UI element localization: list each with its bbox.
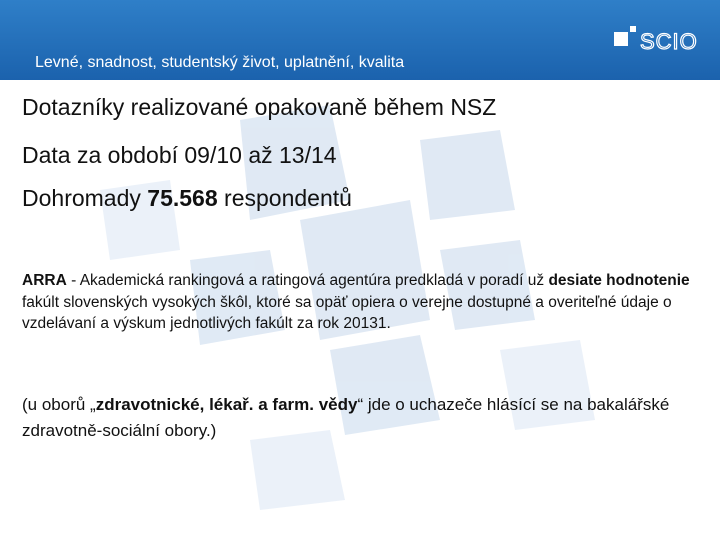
note-prefix: (u oborů „ [22, 395, 96, 414]
note-paragraph [22, 392, 720, 444]
respondents-suffix: respondentů [217, 185, 352, 211]
arra-text-1: - Akademická rankingová a ratingová agentúra predkladá v poradí už [66, 272, 549, 289]
survey-heading: Dotazníky realizované opakovaně během NSZ [22, 94, 497, 120]
arra-bold: desiate hodnotenie [548, 272, 690, 289]
respondents-number: 75.568 [147, 185, 218, 211]
data-period: Data za období 09/10 až 13/14 [22, 142, 337, 168]
note-suffix: “ jde o uchazeče hlásící se na bakalářské zdravotně-sociální obory.) [22, 395, 670, 440]
header-bar [0, 0, 720, 80]
respondents-total [22, 185, 352, 212]
respondents-prefix: Dohromady [22, 185, 148, 211]
arra-paragraph [22, 270, 712, 335]
logo-text: SCIO [640, 29, 698, 54]
note-bold: zdravotnické, lékař. a farm. vědy [95, 395, 358, 414]
scio-logo [612, 20, 716, 54]
arra-text-2: fakúlt slovenských vysokých škôl, ktoré sa opäť opiera o verejne dostupné a overiteľné údaje o vzdelávaní a výskum jednotlivých fakúlt za rok 20131. [22, 293, 672, 332]
arra-abbr: ARRA [22, 272, 67, 289]
header-title: Levné, snadnost, studentský život, uplatnění, kvalita [35, 54, 405, 71]
